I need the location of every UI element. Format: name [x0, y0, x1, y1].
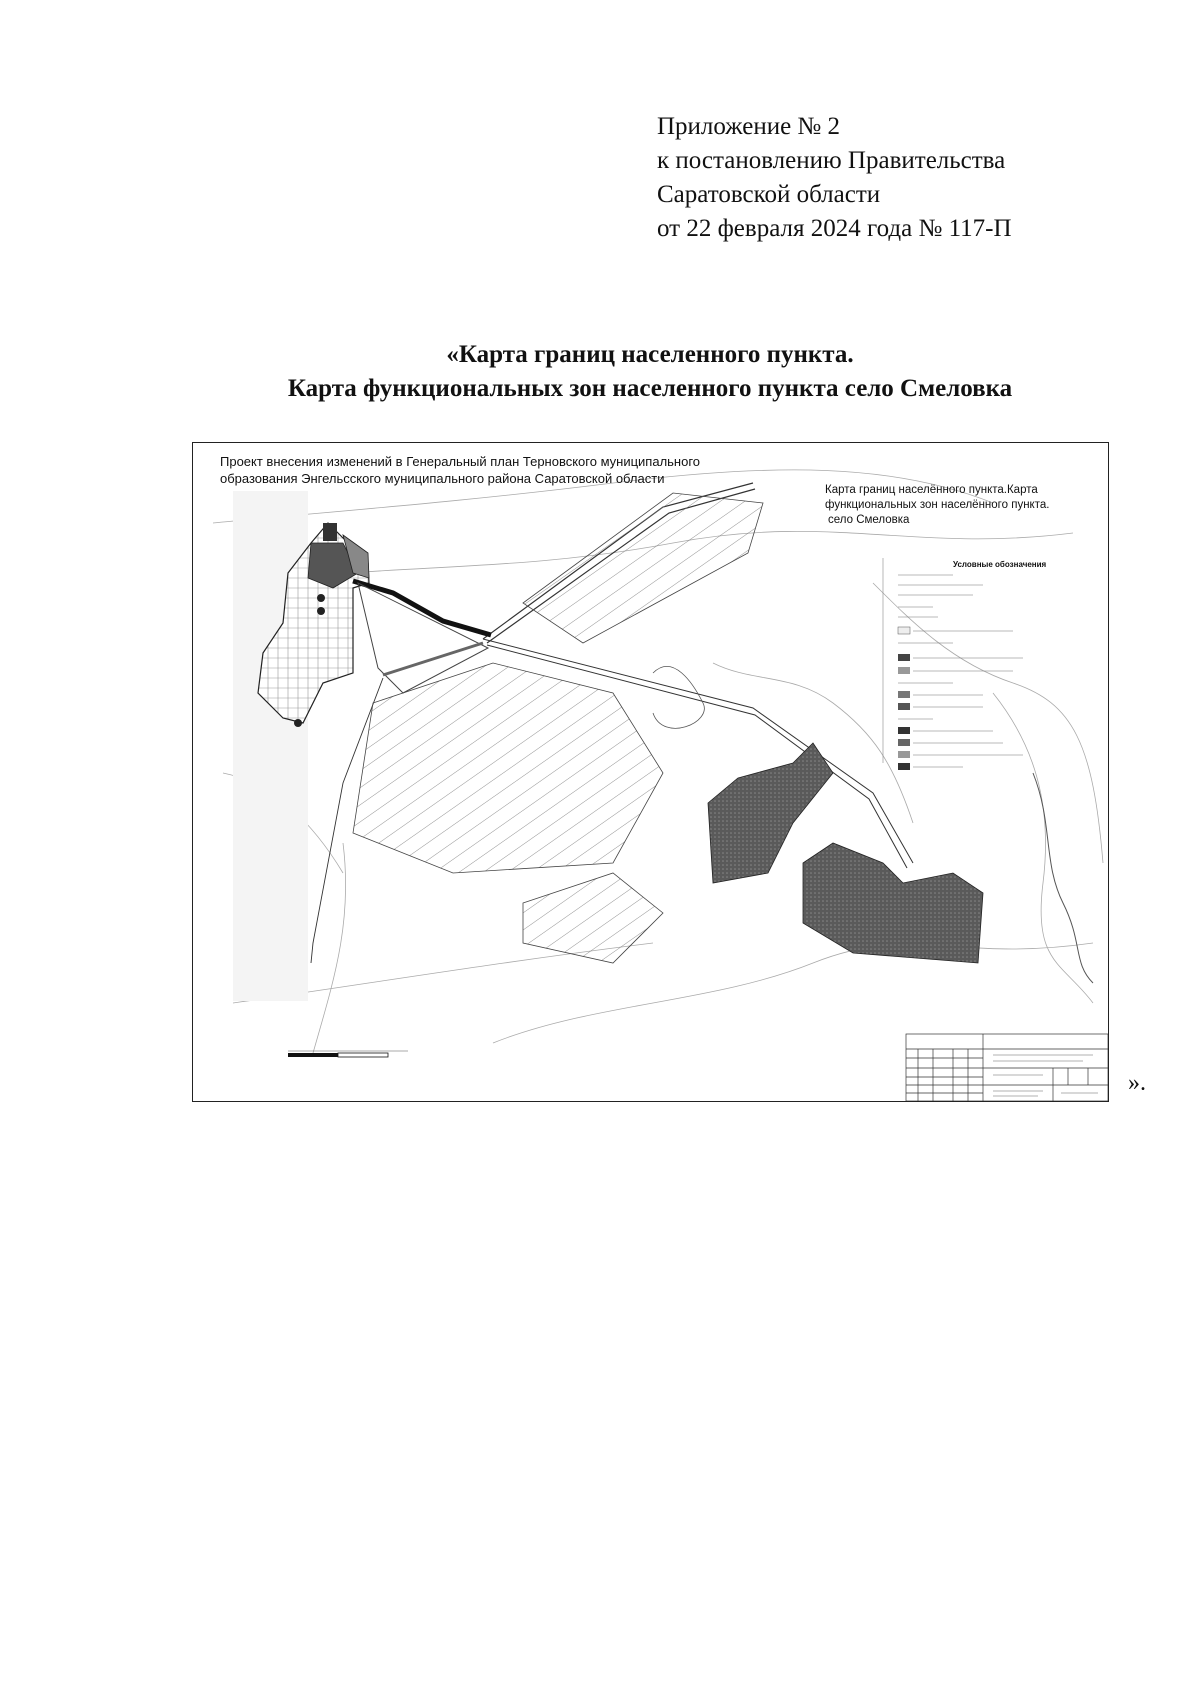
legend-title: Условные обозначения [953, 560, 1047, 569]
document-title [150, 338, 1150, 406]
boundary-thick-line [353, 581, 491, 635]
legend-block [883, 558, 1023, 770]
project-caption-line-2: образования Энгельсского муниципального района Саратовской области [220, 471, 665, 486]
map-point [317, 594, 325, 602]
water-feature [653, 666, 704, 728]
title-block-stamp [906, 1034, 1108, 1101]
map-drawing [193, 443, 1109, 1102]
river-line [1033, 773, 1093, 983]
map-point [294, 719, 302, 727]
closing-quote: ». [1128, 1070, 1146, 1096]
industrial-zone-east [803, 843, 983, 963]
hatched-parcel-north [523, 493, 763, 643]
map-caption-line-1: Карта границ населённого пункта.Карта [825, 484, 1038, 496]
project-caption-line-1: Проект внесения изменений в Генеральный план Терновского муниципального [220, 454, 701, 469]
appendix-header [657, 110, 1117, 246]
appendix-line-3: Саратовской области [657, 181, 881, 208]
appendix-line-4: от 22 февраля 2024 года № 117-П [657, 215, 1012, 242]
title-line-1: «Карта границ населенного пункта. [446, 341, 854, 368]
map-point [317, 607, 325, 615]
building-block [323, 523, 337, 541]
scale-bar [288, 1051, 408, 1057]
map-frame [192, 442, 1109, 1102]
map-caption [825, 483, 1049, 528]
appendix-line-1: Приложение № 2 [657, 113, 841, 140]
title-line-2: Карта функциональных зон населенного пункта село Смеловка [287, 375, 1013, 402]
hatched-parcel-south [523, 873, 663, 963]
map-caption-line-2: функциональных зон населённого пункта. [825, 499, 1050, 511]
map-caption-line-3: село Смеловка [828, 514, 910, 526]
hatched-parcel-center [353, 663, 663, 873]
project-caption [220, 453, 700, 487]
appendix-line-2: к постановлению Правительства [657, 147, 1006, 174]
